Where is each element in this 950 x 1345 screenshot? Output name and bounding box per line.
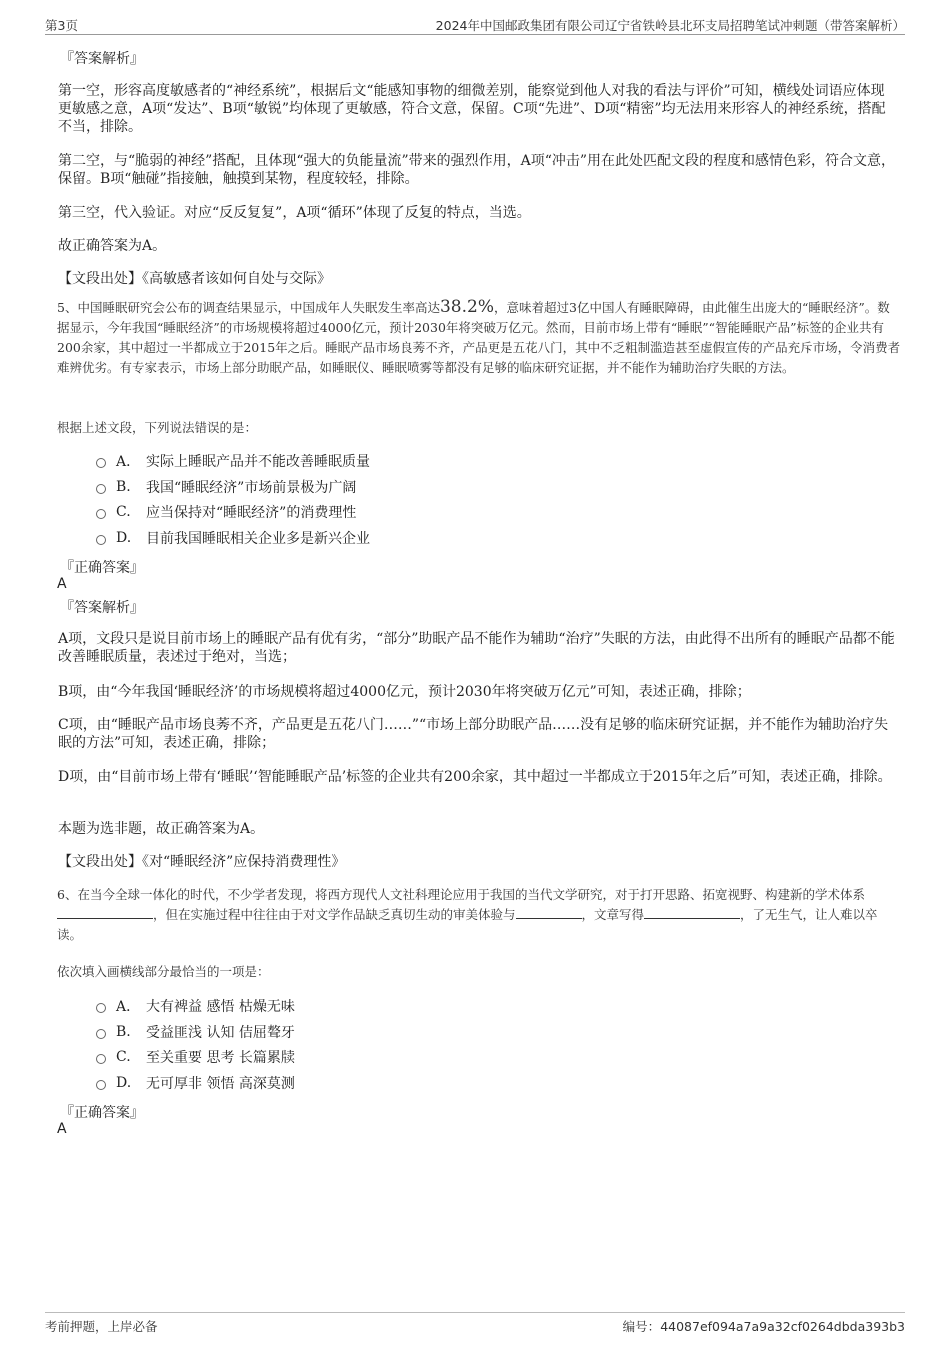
radio-icon[interactable] xyxy=(96,458,106,468)
q6-option-b[interactable]: B. 受益匪浅 认知 佶屈聱牙 xyxy=(96,1022,295,1042)
q6-answer-label: 『正确答案』 xyxy=(60,1105,144,1121)
q5-analysis-c: C项，由“睡眠产品市场良莠不齐，产品更是五花八门……”“市场上部分助眠产品……没有足够的临床研究证据，并不能作为辅助治疗失眠的方法”可知，表述正确，排除； xyxy=(58,717,889,751)
q5-answer-label: 『正确答案』 xyxy=(60,560,144,576)
radio-icon[interactable] xyxy=(96,1080,106,1090)
q6-blank-2 xyxy=(516,906,582,919)
q5-question-text: 5、中国睡眠研究会公布的调查结果显示，中国成年人失眠发生率高达38.2%，意味着超过3亿中国人有睡眠障碍，由此催生出庞大的“睡眠经济”。数据显示，今年我国“睡眠经济”的市场规模将超过4000亿元，预计2030年将突破万亿元。然而，目前市场上带有“睡眠”“智能睡眠产品”标签的企业共有200余家，其中超过一半都成立于2015年之后。睡眠产品市场良莠不齐，产品更是五花八门，其中不乏粗制滥造甚至虚假宣传的产品充斥市场，令消费者难辨优劣。有专家表示，市场上部分助眠产品，如睡眠仪、睡眠喷雾等都没有足够的临床研究证据，并不能作为辅助治疗失眠的方法。 xyxy=(57,297,901,375)
q6-answer: A xyxy=(57,1121,67,1137)
radio-icon[interactable] xyxy=(96,484,106,494)
q5-analysis-d: D项，由“目前市场上带有‘睡眠’‘智能睡眠产品’标签的企业共有200余家，其中超过一半都成立于2015年之后”可知，表述正确，排除。 xyxy=(58,769,892,785)
radio-icon[interactable] xyxy=(96,1029,106,1039)
q6-option-a[interactable]: A． 大有裨益 感悟 枯燥无味 xyxy=(96,996,295,1016)
radio-icon[interactable] xyxy=(96,1054,106,1064)
q4-analysis-label: 『答案解析』 xyxy=(60,51,144,67)
q4-analysis-para-4: 故正确答案为A。 xyxy=(58,238,167,254)
q6-blank-1 xyxy=(57,906,153,919)
q6-blank-3 xyxy=(644,906,740,919)
radio-icon[interactable] xyxy=(96,1003,106,1013)
q5-analysis-label: 『答案解析』 xyxy=(60,600,144,616)
radio-icon[interactable] xyxy=(96,535,106,545)
page-number: 第3页 xyxy=(45,18,78,33)
page-header xyxy=(45,14,905,35)
q5-insomnia-rate: 38.2% xyxy=(439,297,494,317)
q4-analysis-para-3: 第三空，代入验证。对应“反反复复”，A项“循环”体现了反复的特点，当选。 xyxy=(58,205,531,221)
q4-analysis-para-2: 第二空，与“脆弱的神经”搭配，且体现“强大的负能量流”带来的强烈作用，A项“冲击”用在此处匹配文段的程度和感情色彩，符合文意，保留。B项“触碰”指接触，触摸到某物，程度较轻，排除。 xyxy=(58,153,896,187)
q4-analysis-para-1: 第一空，形容高度敏感者的“神经系统”，根据后文“能感知事物的细微差别，能察觉到他人对我的看法与评价”可知，横线处词语应体现更敏感之意，A项“发达”、B项“敏锐”均体现了更敏感，符合文意，保留。C项“先进”、D项“精密”均无法用来形容人的神经系统，搭配不当，排除。 xyxy=(58,83,886,135)
radio-icon[interactable] xyxy=(96,509,106,519)
document-title: 2024年中国邮政集团有限公司辽宁省铁岭县北环支局招聘笔试冲刺题（带答案解析） xyxy=(435,18,905,33)
q6-question-text: 6、在当今全球一体化的时代，不少学者发现，将西方现代人文社科理论应用于我国的当代文学研究，对于打开思路、拓宽视野、构建新的学术体系，但在实施过程中往往由于对文学作品缺乏真切生动的审美体验与 ，文章写得 ，了无生气，让人难以卒读。 xyxy=(57,887,878,942)
footer-slogan: 考前押题，上岸必备 xyxy=(45,1319,158,1334)
q6-option-d[interactable]: D. 无可厚非 领悟 高深莫测 xyxy=(96,1073,295,1093)
document-code: 编号：44087ef094a7a9a32cf0264dbda393b3 xyxy=(622,1319,905,1334)
q6-prompt: 依次填入画横线部分最恰当的一项是： xyxy=(57,964,270,979)
q5-analysis-b: B项，由“今年我国‘睡眠经济’的市场规模将超过4000亿元，预计2030年将突破万亿元”可知，表述正确，排除； xyxy=(58,684,751,700)
q5-option-d[interactable]: D. 目前我国睡眠相关企业多是新兴企业 xyxy=(96,528,370,548)
q5-option-c[interactable]: C. 应当保持对“睡眠经济”的消费理性 xyxy=(96,502,356,522)
q5-answer: A xyxy=(57,576,67,592)
q6-option-c[interactable]: C. 至关重要 思考 长篇累牍 xyxy=(96,1047,295,1067)
q5-analysis-conclusion: 本题为选非题，故正确答案为A。 xyxy=(58,821,265,837)
q5-source: 【文段出处】《对“睡眠经济”应保持消费理性》 xyxy=(58,854,346,870)
q5-prompt: 根据上述文段，下列说法错误的是： xyxy=(57,420,258,435)
q5-option-b[interactable]: B. 我国“睡眠经济”市场前景极为广阔 xyxy=(96,477,356,497)
page-footer xyxy=(45,1312,905,1335)
q5-analysis-a: A项，文段只是说目前市场上的睡眠产品有优有劣，“部分”助眠产品不能作为辅助“治疗”失眠的方法，由此得不出所有的睡眠产品都不能改善睡眠质量，表述过于绝对，当选； xyxy=(58,631,895,665)
q5-option-a[interactable]: A． 实际上睡眠产品并不能改善睡眠质量 xyxy=(96,451,370,471)
q4-source: 【文段出处】《高敏感者该如何自处与交际》 xyxy=(58,271,331,287)
